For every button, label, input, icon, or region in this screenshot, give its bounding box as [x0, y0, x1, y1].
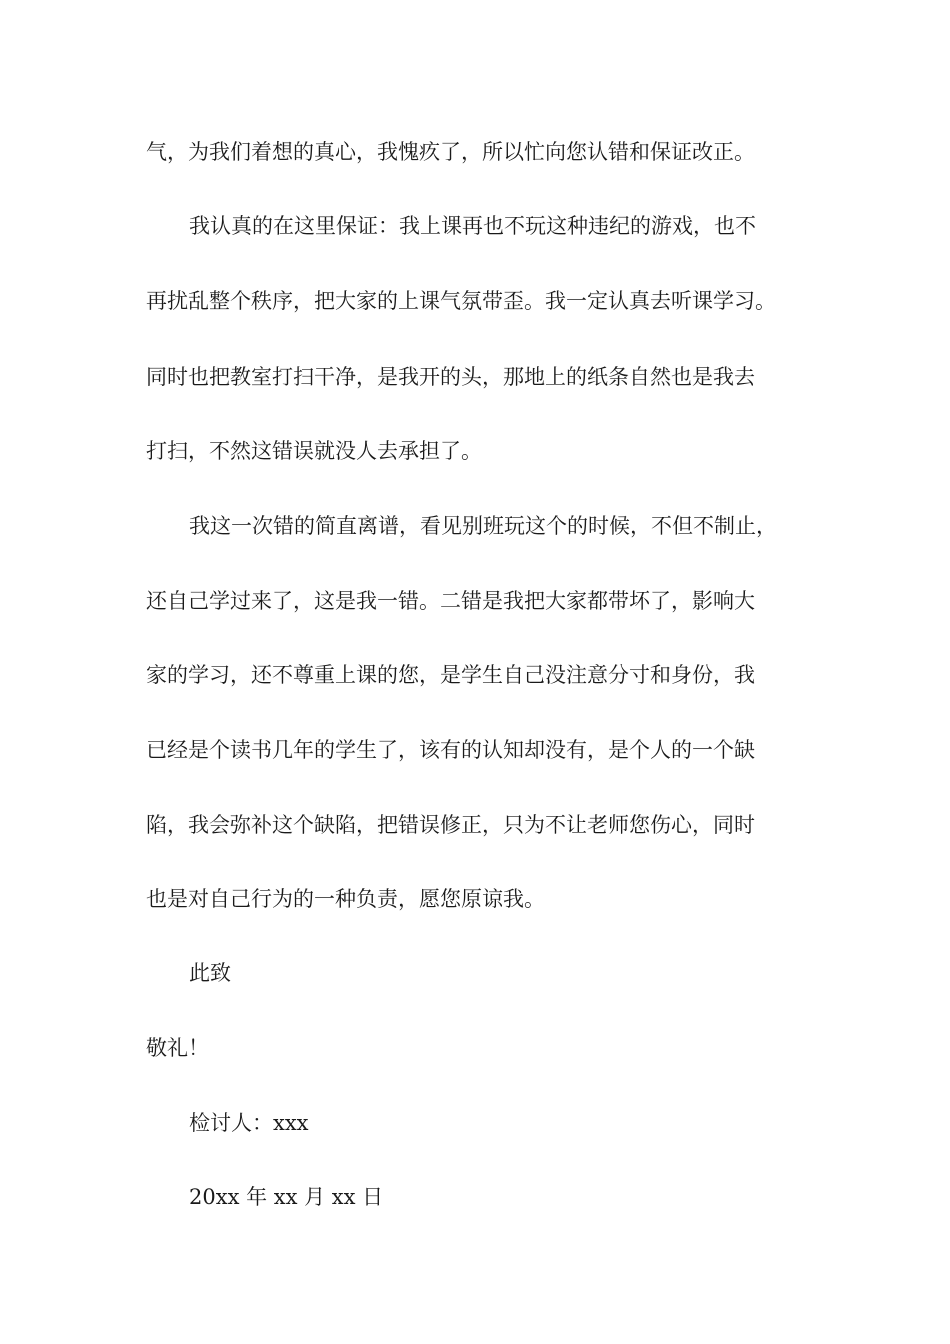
- body-line-9: 已经是个读书几年的学生了，该有的认知却没有，是个人的一个缺: [146, 738, 755, 762]
- body-line-5: 打扫，不然这错误就没人去承担了。: [146, 439, 482, 463]
- date-text: 20xx 年 xx 月 xx 日: [189, 1185, 384, 1209]
- body-line-6: 我这一次错的简直离谱，看见别班玩这个的时候，不但不制止，: [189, 514, 777, 538]
- salute-text: 敬礼！: [146, 1036, 209, 1060]
- body-line-11: 也是对自己行为的一种负责，愿您原谅我。: [146, 887, 545, 911]
- body-line-7: 还自己学过来了，这是我一错。二错是我把大家都带坏了，影响大: [146, 589, 755, 613]
- body-line-3: 再扰乱整个秩序，把大家的上课气氛带歪。我一定认真去听课学习。: [146, 289, 776, 313]
- body-line-10: 陷，我会弥补这个缺陷，把错误修正，只为不让老师您伤心，同时: [146, 813, 755, 837]
- body-line-2: 我认真的在这里保证：我上课再也不玩这种违纪的游戏，也不: [189, 214, 756, 238]
- body-line-8: 家的学习，还不尊重上课的您，是学生自己没注意分寸和身份，我: [146, 663, 755, 687]
- signature-text: 检讨人：xxx: [189, 1111, 309, 1135]
- body-line-4: 同时也把教室打扫干净，是我开的头，那地上的纸条自然也是我去: [146, 365, 755, 389]
- body-line-1: 气，为我们着想的真心，我愧疚了，所以忙向您认错和保证改正。: [146, 140, 755, 164]
- closing-text: 此致: [189, 961, 231, 985]
